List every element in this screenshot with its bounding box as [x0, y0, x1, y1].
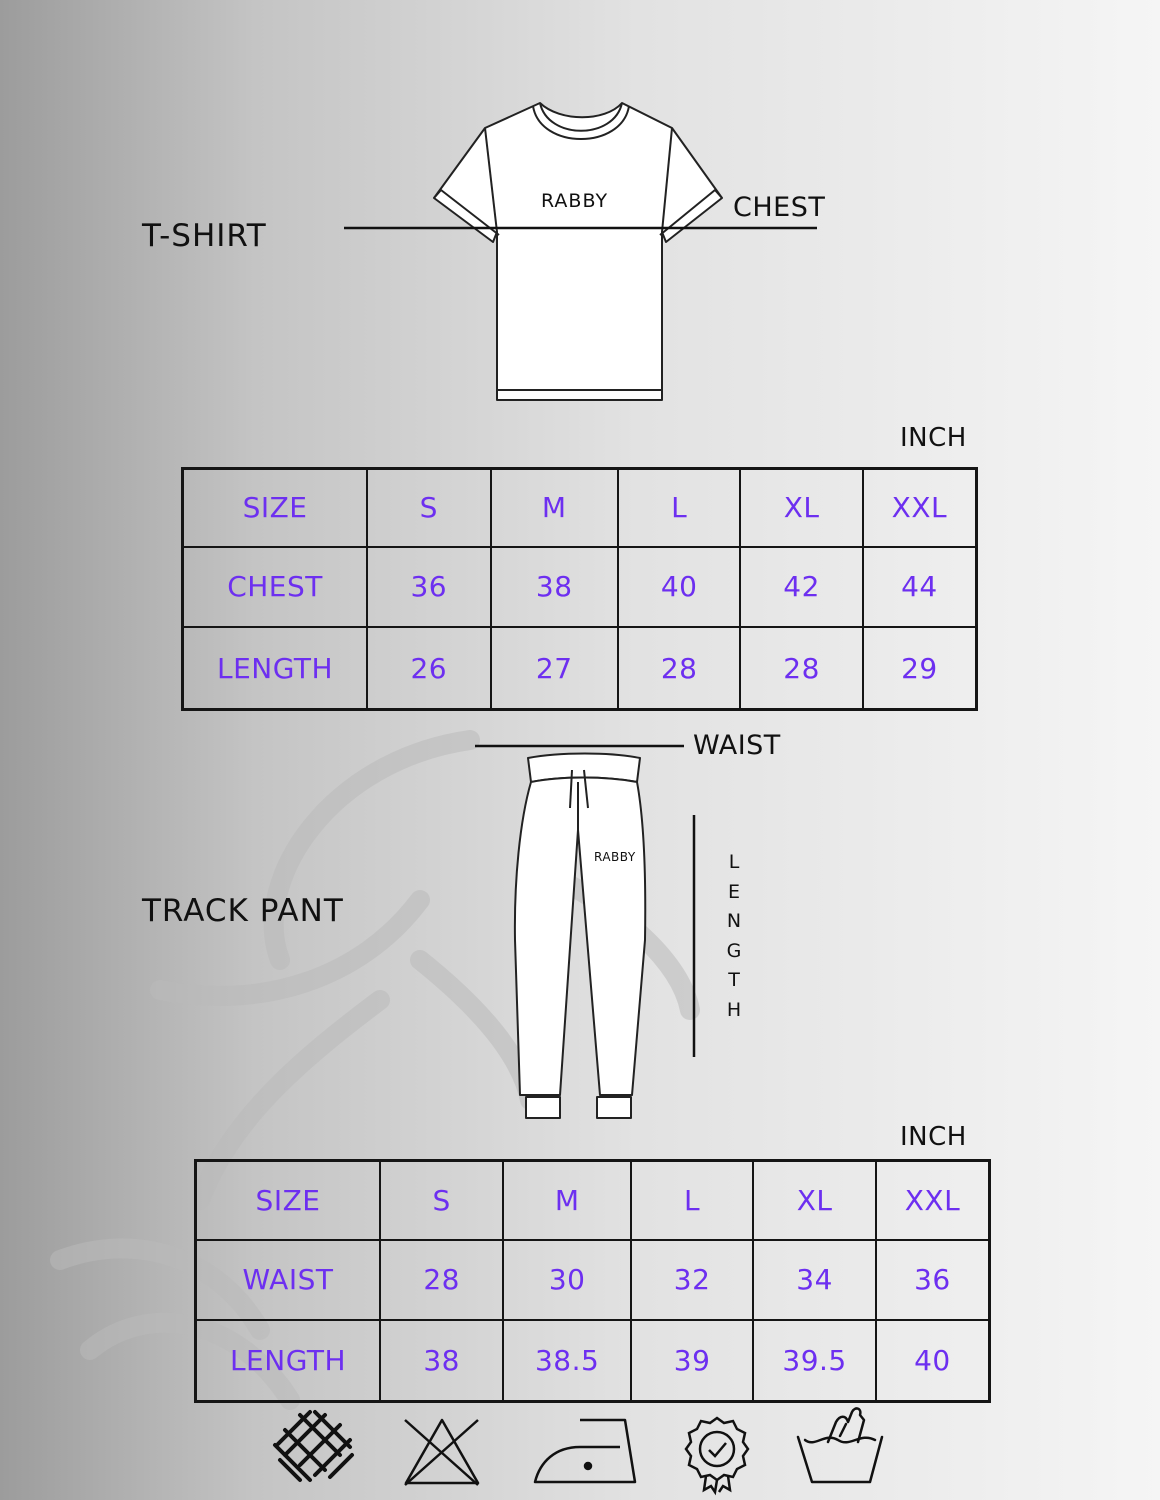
table-cell: 28	[380, 1240, 503, 1320]
table-cell: 29	[863, 627, 977, 709]
header-cell: XXL	[863, 469, 977, 547]
table-cell: 36	[876, 1240, 990, 1320]
table-cell: 30	[503, 1240, 631, 1320]
table-cell: 40	[876, 1320, 990, 1402]
table-cell: 34	[753, 1240, 876, 1320]
table-cell: 38	[380, 1320, 503, 1402]
header-cell: XL	[740, 469, 862, 547]
row-label: WAIST	[196, 1240, 381, 1320]
waist-label: WAIST	[693, 730, 781, 761]
table-cell: 38	[491, 547, 618, 627]
header-cell: L	[618, 469, 740, 547]
do-not-bleach-icon	[405, 1420, 478, 1485]
table-cell: 28	[618, 627, 740, 709]
tshirt-unit: INCH	[900, 423, 967, 453]
chest-label: CHEST	[733, 192, 826, 223]
quality-badge-icon	[686, 1418, 748, 1492]
table-cell: 42	[740, 547, 862, 627]
table-cell: 39.5	[753, 1320, 876, 1402]
table-cell: 26	[367, 627, 490, 709]
header-cell: M	[503, 1161, 631, 1240]
trackpant-unit: INCH	[900, 1122, 967, 1152]
length-letter: H	[726, 998, 742, 1021]
length-letter: L	[728, 851, 740, 873]
length-letter: G	[726, 939, 742, 962]
trackpant-title: TRACK PANT	[142, 893, 344, 929]
length-letter: E	[727, 880, 740, 903]
row-label: CHEST	[183, 547, 368, 627]
table-cell: 38.5	[503, 1320, 631, 1402]
length-letter: T	[728, 969, 740, 991]
header-cell: SIZE	[196, 1161, 381, 1240]
table-cell: 44	[863, 547, 977, 627]
hand-wash-icon	[798, 1408, 882, 1482]
header-cell: SIZE	[183, 469, 368, 547]
row-label: LENGTH	[196, 1320, 381, 1402]
length-letter: N	[726, 910, 742, 932]
iron-low-heat-icon	[535, 1420, 635, 1482]
trackpant-brand: RABBY	[594, 850, 636, 864]
table-cell: 32	[631, 1240, 753, 1320]
table-cell: 36	[367, 547, 490, 627]
header-cell: M	[491, 469, 618, 547]
row-label: LENGTH	[183, 627, 368, 709]
header-cell: L	[631, 1161, 753, 1240]
header-cell: XXL	[876, 1161, 990, 1240]
table-cell: 28	[740, 627, 862, 709]
tshirt-brand: RABBY	[541, 190, 609, 212]
header-cell: S	[380, 1161, 503, 1240]
header-cell: S	[367, 469, 490, 547]
header-cell: XL	[753, 1161, 876, 1240]
table-cell: 27	[491, 627, 618, 709]
tshirt-title: T-SHIRT	[142, 218, 267, 254]
table-cell: 40	[618, 547, 740, 627]
table-cell: 39	[631, 1320, 753, 1402]
fabric-weave-icon	[275, 1412, 352, 1480]
